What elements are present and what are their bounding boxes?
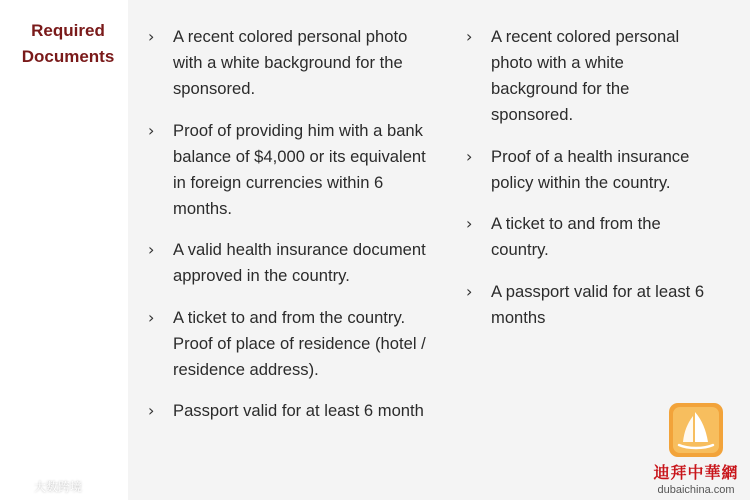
chevron-right-icon: › [148,307,155,327]
brand-name: 迪拜中華網 [653,463,739,482]
chevron-right-icon: › [466,146,473,166]
chevron-right-icon: › [466,281,473,301]
brand-url: dubaichina.com [657,484,735,496]
wechat-icon [4,478,30,494]
list-item: › Proof of a health insurance policy within the country. [464,144,714,196]
requirements-list-1 [146,24,436,440]
list-item: › A ticket to and from the country. Proof of place of residence (hotel / residence address). [146,305,436,383]
list-item: › A ticket to and from the country. [464,211,714,263]
chevron-right-icon: › [148,401,155,420]
label-column [0,0,128,500]
list-item: › A valid health insurance document approved in the country. [146,237,436,289]
list-item: › Proof of providing him with a bank balance of $4,000 or its equivalent in foreign currencies within 6 months. [146,118,436,222]
watermark-left [4,476,82,496]
chevron-right-icon: › [466,214,473,233]
list-item: › A recent colored personal photo with a white background for the sponsored. [464,24,714,128]
brand-badge [650,402,742,496]
list-item: › A passport valid for at least 6 months [464,279,714,331]
requirements-list-2 [464,24,714,346]
list-item: › Passport valid for at least 6 month [146,398,436,424]
chevron-right-icon: › [148,240,155,259]
chevron-right-icon: › [148,120,155,140]
section-label: Required Documents [21,21,115,66]
watermark-text: 大数跨境 [34,479,83,494]
chevron-right-icon: › [148,27,155,46]
chevron-right-icon: › [466,27,473,46]
list-item: › A recent colored personal photo with a white background for the sponsored. [146,24,436,102]
sailboat-logo-icon [668,402,724,458]
